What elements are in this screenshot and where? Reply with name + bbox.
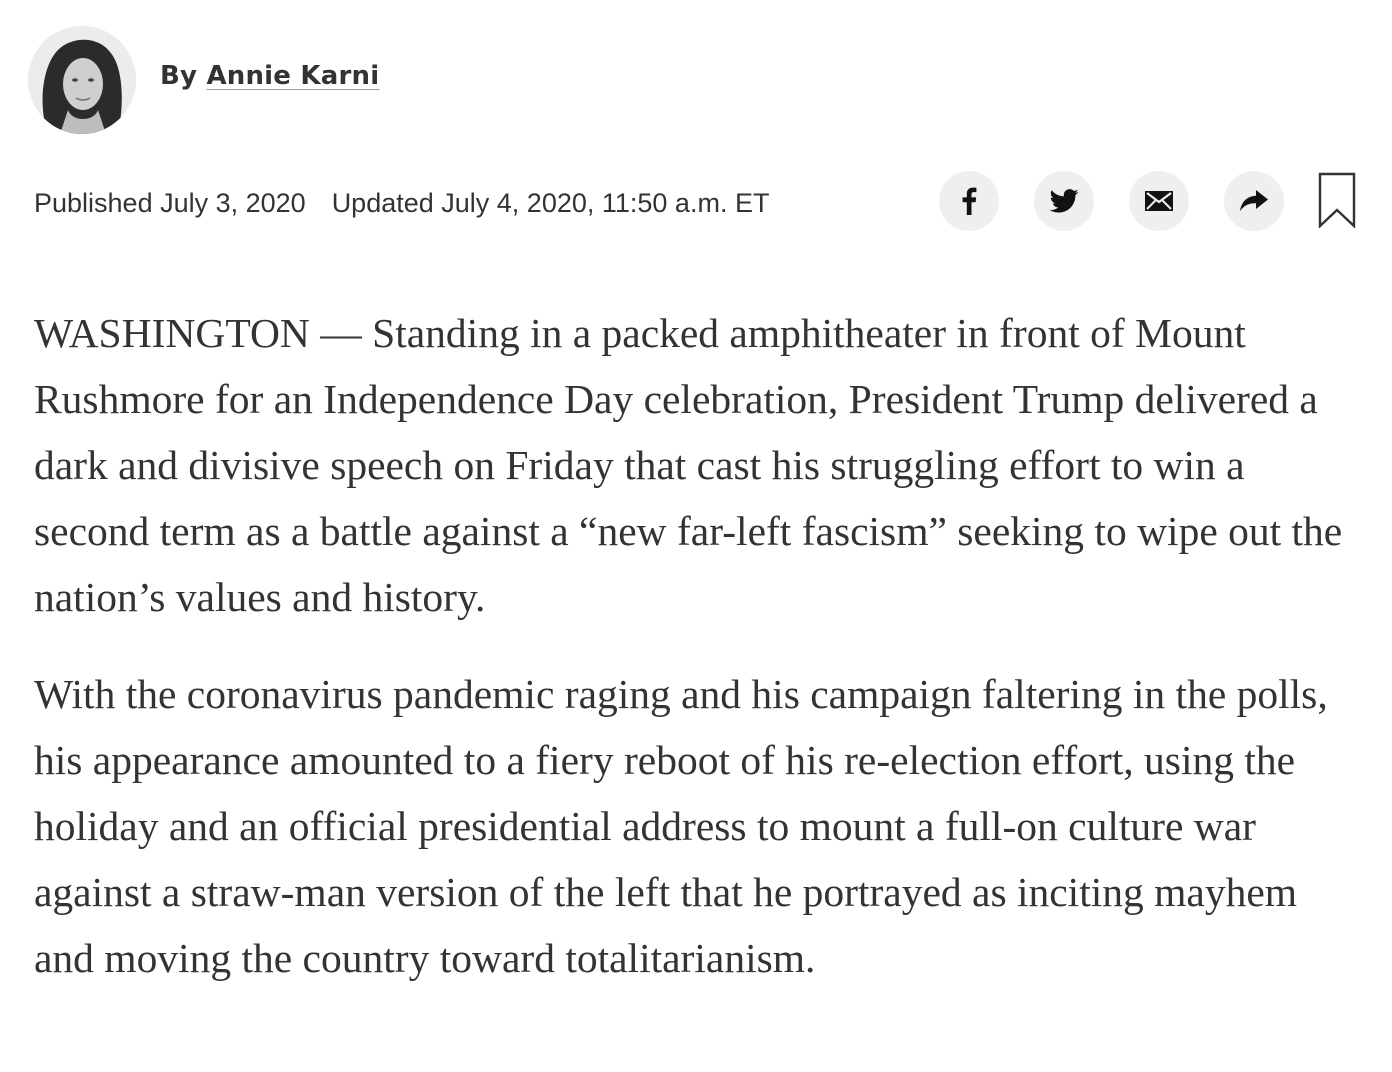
published-date: Published July 3, 2020 xyxy=(34,188,306,218)
email-share-button[interactable] xyxy=(1129,171,1189,231)
author-avatar[interactable] xyxy=(28,26,136,134)
byline-text xyxy=(160,61,379,91)
twitter-share-button[interactable] xyxy=(1034,171,1094,231)
byline-prefix: By xyxy=(160,61,198,91)
article-paragraph: WASHINGTON — Standing in a packed amphitheater in front of Mount Rushmore for an Independence Day celebration, President Trump delivered a dark and divisive speech on Friday that cast his struggling effort to win a second term as a battle against a “new far-left fascism” seeking to wipe out the nation’s values and history. xyxy=(34,310,1343,620)
article-dates xyxy=(34,188,769,219)
bookmark-icon xyxy=(1318,172,1356,228)
share-icon xyxy=(1239,189,1269,213)
author-portrait-image xyxy=(28,26,136,134)
save-article-button[interactable] xyxy=(1317,172,1357,230)
share-tools xyxy=(939,171,1357,231)
twitter-icon xyxy=(1049,189,1079,213)
more-share-button[interactable] xyxy=(1224,171,1284,231)
article-body xyxy=(34,300,1364,991)
facebook-icon xyxy=(961,187,977,215)
facebook-share-button[interactable] xyxy=(939,171,999,231)
author-link[interactable]: Annie Karni xyxy=(206,61,380,91)
article-paragraph: With the coronavirus pandemic raging and his campaign faltering in the polls, his appearance amounted to a fiery reboot of his re-election effort, using the holiday and an official presidential address to mount a full-on culture war against a straw-man version of the left that he portrayed as inciting mayhem and moving the country toward totalitarianism. xyxy=(34,671,1328,981)
updated-date: Updated July 4, 2020, 11:50 a.m. ET xyxy=(331,188,770,218)
email-icon xyxy=(1144,190,1174,212)
byline xyxy=(28,26,379,134)
